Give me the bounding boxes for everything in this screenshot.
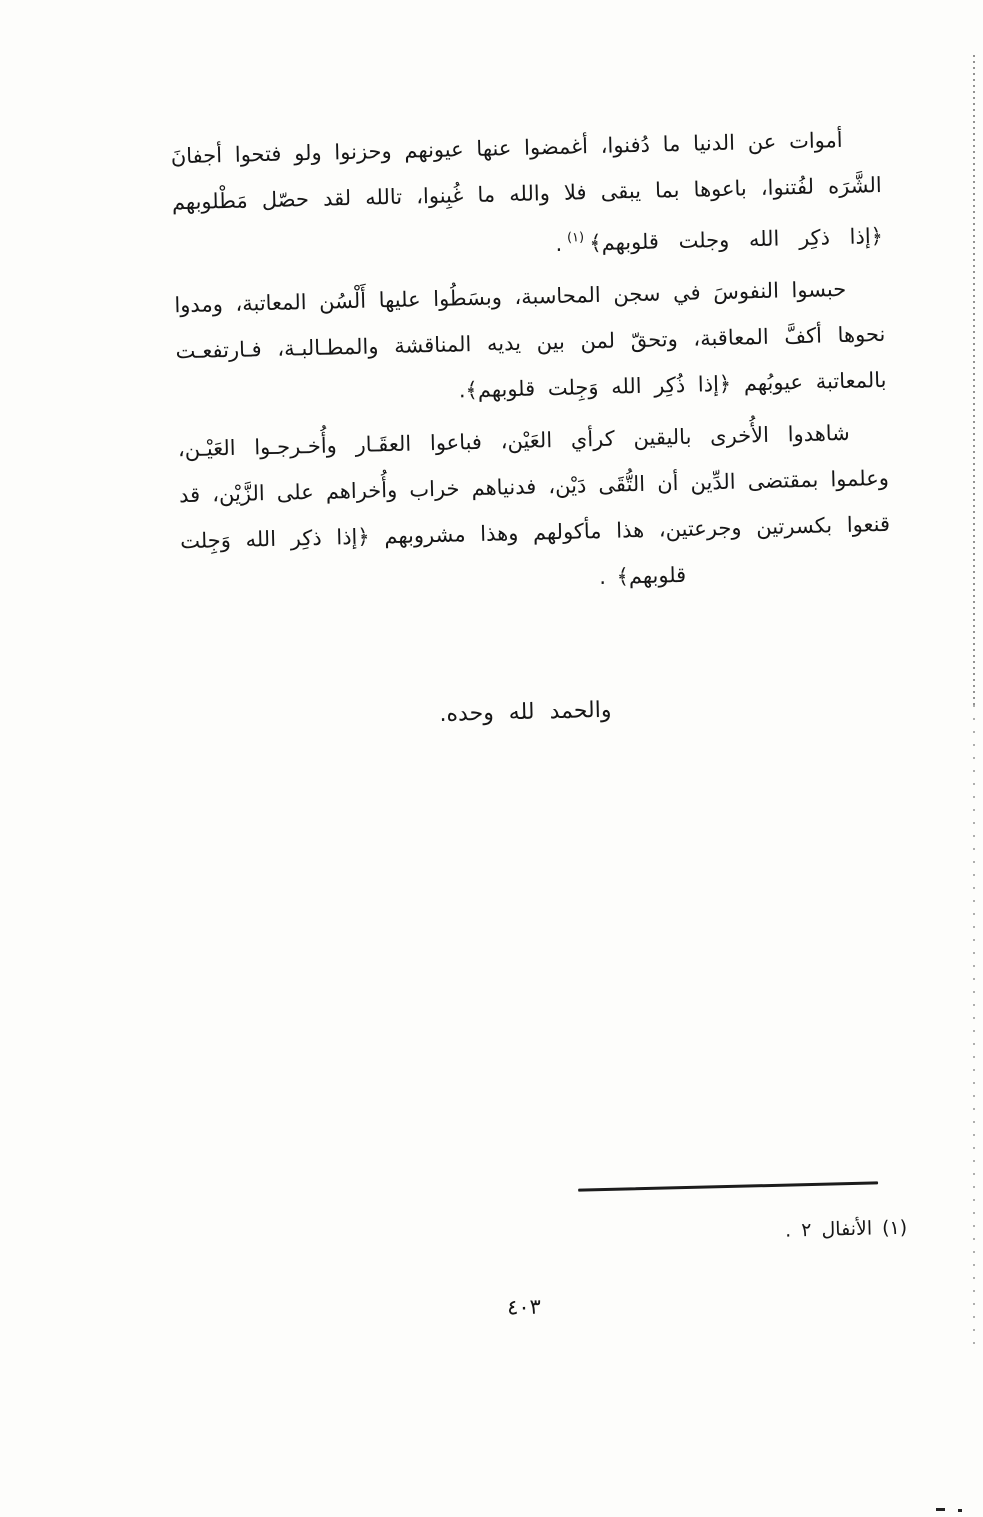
paragraph-1 (170, 116, 883, 276)
footnote-separator-rule (578, 1181, 878, 1191)
footnote-marker: (١) (566, 230, 585, 246)
page-number: ٤٠٣ (506, 1294, 542, 1320)
closing-hamdala: والحمد لله وحده. (439, 697, 612, 727)
text-line: أموات عن الدنيا ما دُفنوا، أغمضوا عنها عيونهم وحزنوا ولو فتحوا أجفانَ (170, 127, 843, 169)
quran-quote: ﴿إذا ذكِر الله وجلت قلوبهم﴾ (588, 223, 884, 256)
scan-speck (958, 1509, 962, 1512)
scan-edge-artifact (973, 55, 975, 705)
paragraph-2 (174, 265, 887, 420)
paragraph-3 (177, 409, 891, 610)
quran-quote-end-line: قلوبهم﴾ . (598, 562, 687, 589)
text-line: قنعوا بكسرتين وجرعتين، هذا مأكولهم وهذا مشروبهم ﴿إذا ذكِر الله وَجِلت (179, 511, 891, 554)
scan-speck (936, 1508, 945, 1511)
text-line: نحوها أكفَّ المعاقبة، وتحقّ لمن بين يديه المناقشة والمطـالبـة، فـارتفعـت (175, 321, 886, 364)
scan-edge-artifact (973, 705, 975, 1350)
period: . (555, 231, 563, 256)
text-line: وعلموا بمقتضى الدِّين أن التُّقَى دَيْن، فدنياهم خراب وأُخراهم على الزَّيْن، قد (178, 465, 890, 508)
text-line: حبسوا النفوسَ في سجن المحاسبة، وبسَطُوا عليها أَلْسُن المعاتبة، ومدوا (174, 276, 847, 318)
page-content (170, 116, 909, 1335)
quran-quote-line: بالمعاتبة عيوبُهم ﴿إذا ذُكِر الله وَجِلت قلوبهم﴾. (458, 367, 887, 403)
footnote-text: (١) الأنفال ٢ . (784, 1216, 908, 1242)
text-line: الشَّرَه لفُتنوا، باعوها بما يبقى فلا والله ما غُبِنوا، تالله لقد حصّل مَطْلوبهم (171, 172, 882, 215)
text-line: شاهدوا الأُخرى باليقين كرأي العَيْن، فباعوا العقَـار وأُخـرجـوا العَيْـن، (177, 420, 851, 462)
